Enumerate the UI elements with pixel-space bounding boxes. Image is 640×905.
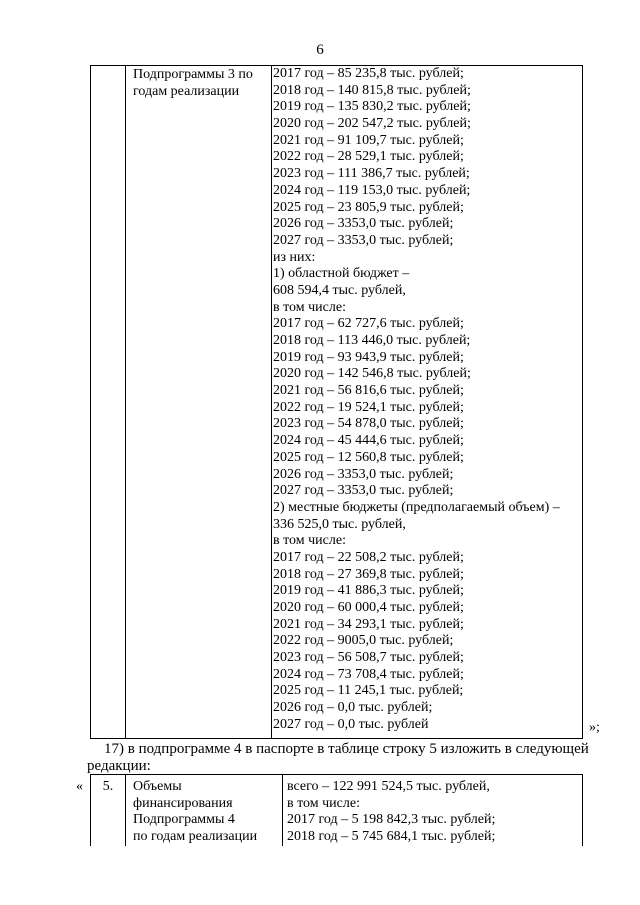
amount-line: 336 525,0 тыс. рублей, <box>273 516 406 532</box>
amount-line: 2017 год – 22 508,2 тыс. рублей; <box>273 549 464 565</box>
amount-line: 2024 год – 119 153,0 тыс. рублей; <box>273 182 471 198</box>
column-divider <box>282 775 283 846</box>
amount-line: 2022 год – 9005,0 тыс. рублей; <box>273 633 454 649</box>
opening-quote: « <box>76 779 83 794</box>
amount-line: 2026 год – 3353,0 тыс. рублей; <box>273 216 454 232</box>
amount-line: 2023 год – 54 878,0 тыс. рублей; <box>273 416 464 432</box>
amount-line: 1) областной бюджет – <box>273 266 410 282</box>
amount-line: из них: <box>273 249 316 265</box>
row-number: 5. <box>102 779 114 794</box>
amendment-paragraph: 17) в подпрограмме 4 в паспорте в таблице строку 5 изложить в следующей редакции: <box>87 741 589 774</box>
amount-line: 2024 год – 73 708,4 тыс. рублей; <box>273 666 464 682</box>
amount-line: 2026 год – 3353,0 тыс. рублей; <box>273 466 454 482</box>
amount-line: 2021 год – 34 293,1 тыс. рублей; <box>273 616 464 632</box>
amount-line: 2025 год – 11 245,1 тыс. рублей; <box>273 683 464 699</box>
label-line: финансирования <box>133 795 233 811</box>
amount-line: 2017 год – 62 727,6 тыс. рублей; <box>273 316 464 332</box>
subprogram-4-label <box>133 779 281 846</box>
amount-line: 2022 год – 19 524,1 тыс. рублей; <box>273 399 464 415</box>
amount-line: 2022 год – 28 529,1 тыс. рублей; <box>273 149 464 165</box>
amount-line: 2025 год – 23 805,9 тыс. рублей; <box>273 199 464 215</box>
financing-table-subprogram-3 <box>90 65 583 739</box>
amount-line: 2017 год – 5 198 842,3 тыс. рублей; <box>287 812 496 828</box>
amount-line: 2019 год – 93 943,9 тыс. рублей; <box>273 349 464 365</box>
amount-line: 2026 год – 0,0 тыс. рублей; <box>273 700 433 716</box>
column-divider <box>125 775 126 846</box>
amount-line: 2024 год – 45 444,6 тыс. рублей; <box>273 433 464 449</box>
amount-line: 2021 год – 56 816,6 тыс. рублей; <box>273 383 464 399</box>
amount-line: в том числе: <box>287 795 360 811</box>
column-divider <box>271 66 272 738</box>
amount-line: в том числе: <box>273 299 346 315</box>
amount-line: 2020 год – 60 000,4 тыс. рублей; <box>273 600 464 615</box>
subprogram-3-label: Подпрограммы 3 по годам реализации <box>133 67 253 99</box>
amount-line: 2018 год – 5 745 684,1 тыс. рублей; <box>287 829 496 845</box>
amount-line: 608 594,4 тыс. рублей, <box>273 282 406 298</box>
amount-line: всего – 122 991 524,5 тыс. рублей, <box>287 779 490 794</box>
financing-table-subprogram-4 <box>90 774 583 846</box>
label-line: Объемы <box>133 779 182 794</box>
subprogram-3-amounts <box>273 66 583 734</box>
closing-quote: »; <box>589 720 600 735</box>
amount-line: 2025 год – 12 560,8 тыс. рублей; <box>273 449 464 465</box>
amount-line: 2027 год – 3353,0 тыс. рублей; <box>273 483 454 499</box>
column-divider <box>125 66 126 738</box>
amount-line: 2) местные бюджеты (предполагаемый объем) – <box>273 499 560 515</box>
amount-line: 2018 год – 27 369,8 тыс. рублей; <box>273 566 464 582</box>
amount-line: 2027 год – 0,0 тыс. рублей <box>273 716 429 732</box>
amount-line: 2021 год – 91 109,7 тыс. рублей; <box>273 132 464 148</box>
amount-line: 2020 год – 202 547,2 тыс. рублей; <box>273 116 471 132</box>
label-line: Подпрограммы 4 <box>133 812 235 828</box>
amount-line: 2018 год – 113 446,0 тыс. рублей; <box>273 333 471 348</box>
page-number: 6 <box>316 42 324 58</box>
amount-line: 2020 год – 142 546,8 тыс. рублей; <box>273 366 471 382</box>
amount-line: 2017 год – 85 235,8 тыс. рублей; <box>273 66 464 81</box>
amount-line: 2027 год – 3353,0 тыс. рублей; <box>273 232 454 248</box>
amount-line: 2019 год – 41 886,3 тыс. рублей; <box>273 583 464 599</box>
label-line: по годам реализации <box>133 829 258 845</box>
amount-line: в том числе: <box>273 533 346 549</box>
amount-line: 2019 год – 135 830,2 тыс. рублей; <box>273 99 471 115</box>
amount-line: 2018 год – 140 815,8 тыс. рублей; <box>273 82 471 98</box>
subprogram-4-amounts <box>287 779 582 846</box>
amount-line: 2023 год – 111 386,7 тыс. рублей; <box>273 166 470 182</box>
amount-line: 2023 год – 56 508,7 тыс. рублей; <box>273 650 464 666</box>
